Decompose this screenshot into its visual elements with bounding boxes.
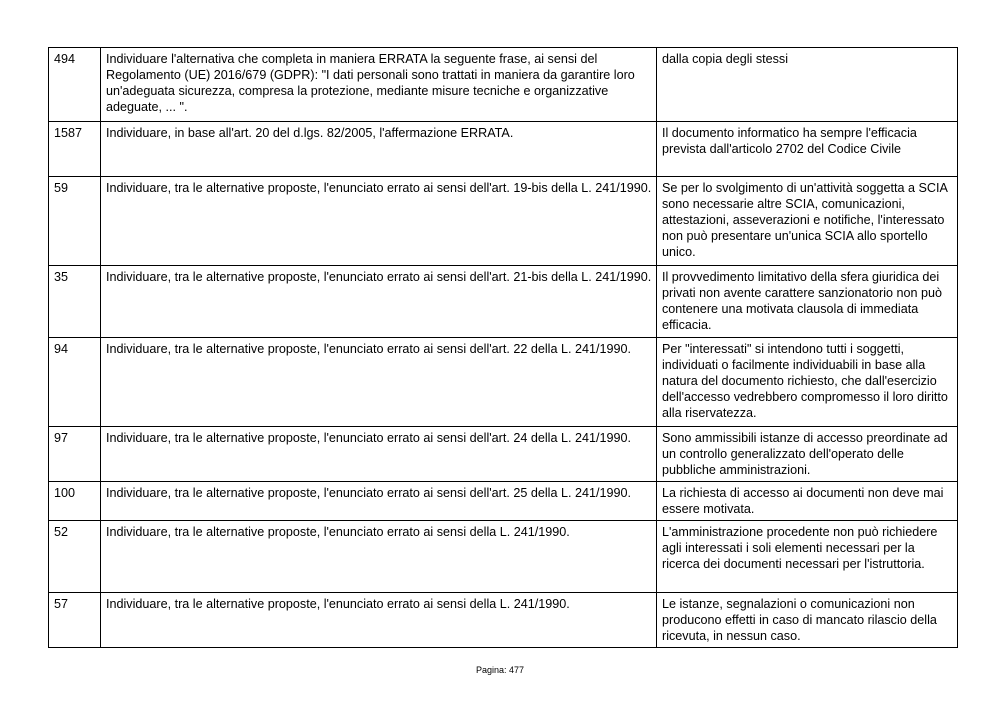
answer-text-cell: Sono ammissibili istanze di accesso preordinate ad un controllo generalizzato dell'operato delle pubbliche amministrazioni. xyxy=(657,427,958,482)
answer-text-cell: Il documento informatico ha sempre l'efficacia prevista dall'articolo 2702 del Codice Civile xyxy=(657,122,958,177)
questions-table-body xyxy=(49,48,958,648)
table-row xyxy=(49,122,958,177)
question-text-cell: Individuare, tra le alternative proposte, l'enunciato errato ai sensi della L. 241/1990. xyxy=(101,521,657,593)
question-id-cell: 1587 xyxy=(49,122,101,177)
question-id-cell: 494 xyxy=(49,48,101,122)
question-id-cell: 94 xyxy=(49,338,101,427)
table-row xyxy=(49,593,958,648)
question-id-cell: 52 xyxy=(49,521,101,593)
table-row xyxy=(49,266,958,338)
page-number: Pagina: 477 xyxy=(475,665,525,675)
question-id-cell: 57 xyxy=(49,593,101,648)
question-text-cell: Individuare, tra le alternative proposte, l'enunciato errato ai sensi dell'art. 25 della L. 241/1990. xyxy=(101,482,657,521)
question-text-cell: Individuare, tra le alternative proposte, l'enunciato errato ai sensi della L. 241/1990. xyxy=(101,593,657,648)
question-text-cell: Individuare, tra le alternative proposte, l'enunciato errato ai sensi dell'art. 19-bis della L. 241/1990. xyxy=(101,177,657,266)
table-row xyxy=(49,482,958,521)
question-text-cell: Individuare l'alternativa che completa in maniera ERRATA la seguente frase, ai sensi del Regolamento (UE) 2016/679 (GDPR): "I dati personali sono trattati in maniera da garantire loro un'adeguata sicurezza, compresa la protezione, mediante misure tecniche e organizzative adeguate, ... ". xyxy=(101,48,657,122)
question-text-cell: Individuare, in base all'art. 20 del d.lgs. 82/2005, l'affermazione ERRATA. xyxy=(101,122,657,177)
answer-text-cell: La richiesta di accesso ai documenti non deve mai essere motivata. xyxy=(657,482,958,521)
question-id-cell: 100 xyxy=(49,482,101,521)
answer-text-cell: Le istanze, segnalazioni o comunicazioni non producono effetti in caso di mancato rilascio della ricevuta, in nessun caso. xyxy=(657,593,958,648)
answer-text-cell: Per "interessati" si intendono tutti i soggetti, individuati o facilmente individuabili in base alla natura del documento richiesto, che dall'esercizio dell'accesso vedrebbero compromesso il loro diritto alla riservatezza. xyxy=(657,338,958,427)
table-row xyxy=(49,427,958,482)
question-id-cell: 97 xyxy=(49,427,101,482)
table-row xyxy=(49,177,958,266)
question-id-cell: 59 xyxy=(49,177,101,266)
answer-text-cell: L'amministrazione procedente non può richiedere agli interessati i soli elementi necessari per la ricerca dei documenti necessari per l'istruttoria. xyxy=(657,521,958,593)
question-text-cell: Individuare, tra le alternative proposte, l'enunciato errato ai sensi dell'art. 24 della L. 241/1990. xyxy=(101,427,657,482)
question-id-cell: 35 xyxy=(49,266,101,338)
table-row xyxy=(49,521,958,593)
question-text-cell: Individuare, tra le alternative proposte, l'enunciato errato ai sensi dell'art. 22 della L. 241/1990. xyxy=(101,338,657,427)
answer-text-cell: Se per lo svolgimento di un'attività soggetta a SCIA sono necessarie altre SCIA, comunicazioni, attestazioni, asseverazioni e notifiche, l'interessato non può presentare un'unica SCIA allo sportello unico. xyxy=(657,177,958,266)
answer-text-cell: dalla copia degli stessi xyxy=(657,48,958,122)
question-text-cell: Individuare, tra le alternative proposte, l'enunciato errato ai sensi dell'art. 21-bis della L. 241/1990. xyxy=(101,266,657,338)
table-row xyxy=(49,48,958,122)
table-row xyxy=(49,338,958,427)
questions-table xyxy=(48,47,958,648)
answer-text-cell: Il provvedimento limitativo della sfera giuridica dei privati non avente carattere sanzionatorio non può contenere una motivata clausola di immediata efficacia. xyxy=(657,266,958,338)
